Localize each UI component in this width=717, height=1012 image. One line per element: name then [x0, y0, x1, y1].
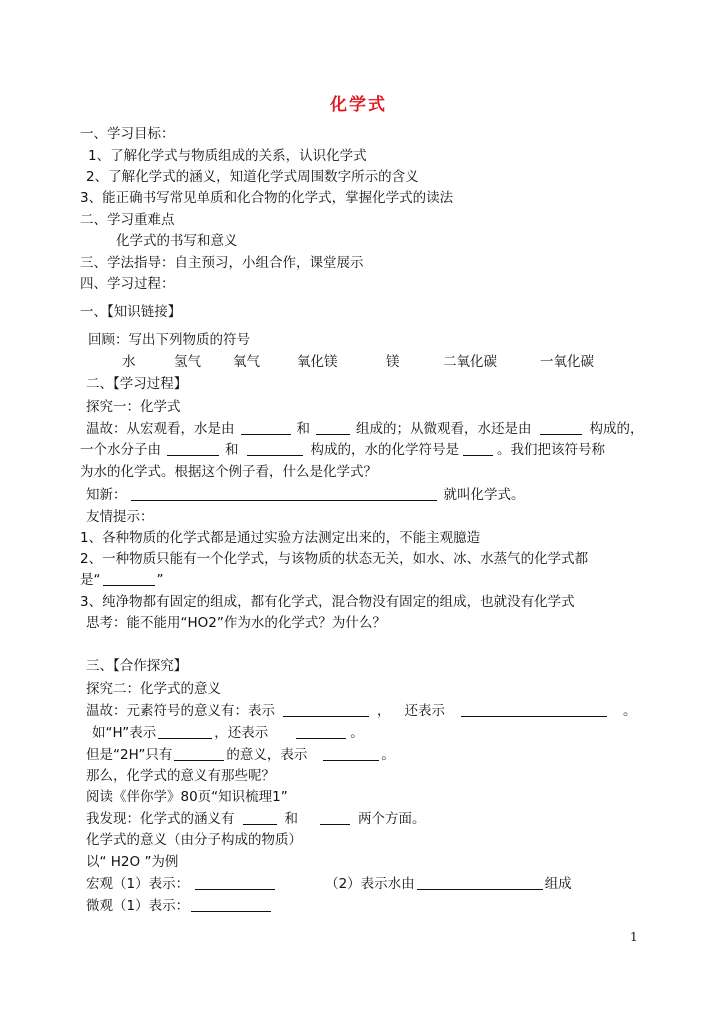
- warmup-line-2: 一个水分子由 和 构成的，水的化学符号是 。我们把该符号称: [80, 442, 605, 458]
- warmup-line-3: 为水的化学式。根据这个例子看，什么是化学式？: [80, 464, 377, 480]
- blank-field[interactable]: [461, 701, 607, 717]
- discovery-line: 我发现：化学式的涵义有 和 两个方面。: [86, 811, 426, 827]
- new-knowledge-line: 知新： 就叫化学式。: [86, 487, 525, 503]
- goal-3: 3、能正确书写常见单质和化合物的化学式，掌握化学式的读法: [80, 190, 454, 206]
- substance-item: 一氧化碳: [540, 354, 594, 370]
- blank-field[interactable]: [283, 701, 369, 717]
- blank-field[interactable]: [320, 809, 350, 825]
- meaning-line-2: 如“H”表示 ，还表示 。: [92, 725, 364, 741]
- explore-1-heading: 探究一：化学式: [86, 399, 181, 415]
- substance-item: 水: [122, 354, 136, 370]
- tip-2: 2、一种物质只能有一个化学式，与该物质的状态无关，如水、冰、水蒸气的化学式都: [80, 551, 589, 567]
- blank-field[interactable]: [463, 440, 493, 456]
- tip-1: 1、各种物质的化学式都是通过实验方法测定出来的，不能主观臆造: [80, 530, 481, 546]
- knowledge-link-heading: 一、【知识链接】: [80, 304, 182, 320]
- blank-field[interactable]: [417, 874, 543, 890]
- substance-item: 二氧化碳: [443, 354, 497, 370]
- blank-field[interactable]: [241, 419, 291, 435]
- blank-field[interactable]: [296, 723, 346, 739]
- section-method: 三、学法指导：自主预习，小组合作，课堂展示: [80, 255, 364, 271]
- blank-field[interactable]: [103, 570, 155, 586]
- goal-2: 2、了解化学式的涵义，知道化学式周围数字所示的含义: [86, 169, 419, 185]
- blank-field[interactable]: [243, 809, 277, 825]
- tip-2-continued: 是“ ”: [80, 572, 164, 588]
- blank-field[interactable]: [174, 745, 224, 761]
- think-question: 思考：能不能用“HO2”作为水的化学式？为什么？: [86, 615, 386, 631]
- definition-blank[interactable]: [131, 485, 437, 501]
- example-line: 以“ H2O ”为例: [86, 854, 179, 870]
- blank-field[interactable]: [316, 419, 350, 435]
- blank-field[interactable]: [195, 874, 275, 890]
- meaning-line-3: 但是“2H”只有 的意义，表示 。: [86, 747, 395, 763]
- blank-field[interactable]: [247, 440, 303, 456]
- tips-heading: 友情提示：: [86, 509, 154, 525]
- tip-3: 3、纯净物都有固定的组成，都有化学式，混合物没有固定的组成，也就没有化学式: [80, 594, 575, 610]
- warmup-line-1: 温故：从宏观看，水是由 和 组成的；从微观看，水还是由 构成的，: [86, 421, 644, 437]
- learning-process-heading: 二、【学习过程】: [86, 376, 188, 392]
- substance-item: 氧化镁: [297, 354, 338, 370]
- page-number: 1: [630, 930, 638, 944]
- page-title: 化学式: [330, 95, 387, 115]
- substance-item: 氢气: [174, 354, 201, 370]
- micro-line: 微观（1）表示：: [86, 896, 271, 916]
- meaning-line-1: 温故：元素符号的意义有：表示 ， 还表示 。: [86, 703, 637, 719]
- meaning-subheading: 化学式的意义（由分子构成的物质）: [86, 832, 302, 848]
- meaning-question: 那么，化学式的意义有那些呢？: [86, 768, 275, 784]
- section-process: 四、学习过程：: [80, 276, 175, 292]
- review-prompt: 回顾：写出下列物质的符号: [88, 332, 250, 348]
- goal-1: 1、了解化学式与物质组成的关系，认识化学式: [88, 148, 367, 164]
- substance-item: 氧气: [233, 354, 260, 370]
- macro-line: 宏观（1）表示： （2）表示水由 组成: [86, 876, 572, 892]
- blank-field[interactable]: [191, 896, 271, 912]
- explore-2-heading: 探究二：化学式的意义: [86, 681, 221, 697]
- blank-field[interactable]: [323, 745, 379, 761]
- blank-field[interactable]: [167, 440, 219, 456]
- blank-field[interactable]: [540, 419, 582, 435]
- reading-instruction: 阅读《伴你学》80页“知识梳理1”: [86, 789, 288, 805]
- key-point-text: 化学式的书写和意义: [116, 233, 238, 249]
- cooperative-heading: 三、【合作探究】: [86, 658, 188, 674]
- blank-field[interactable]: [158, 723, 212, 739]
- substance-item: 镁: [386, 354, 400, 370]
- section-objectives: 一、学习目标：: [80, 126, 175, 142]
- section-key-points: 二、学习重难点: [80, 212, 175, 228]
